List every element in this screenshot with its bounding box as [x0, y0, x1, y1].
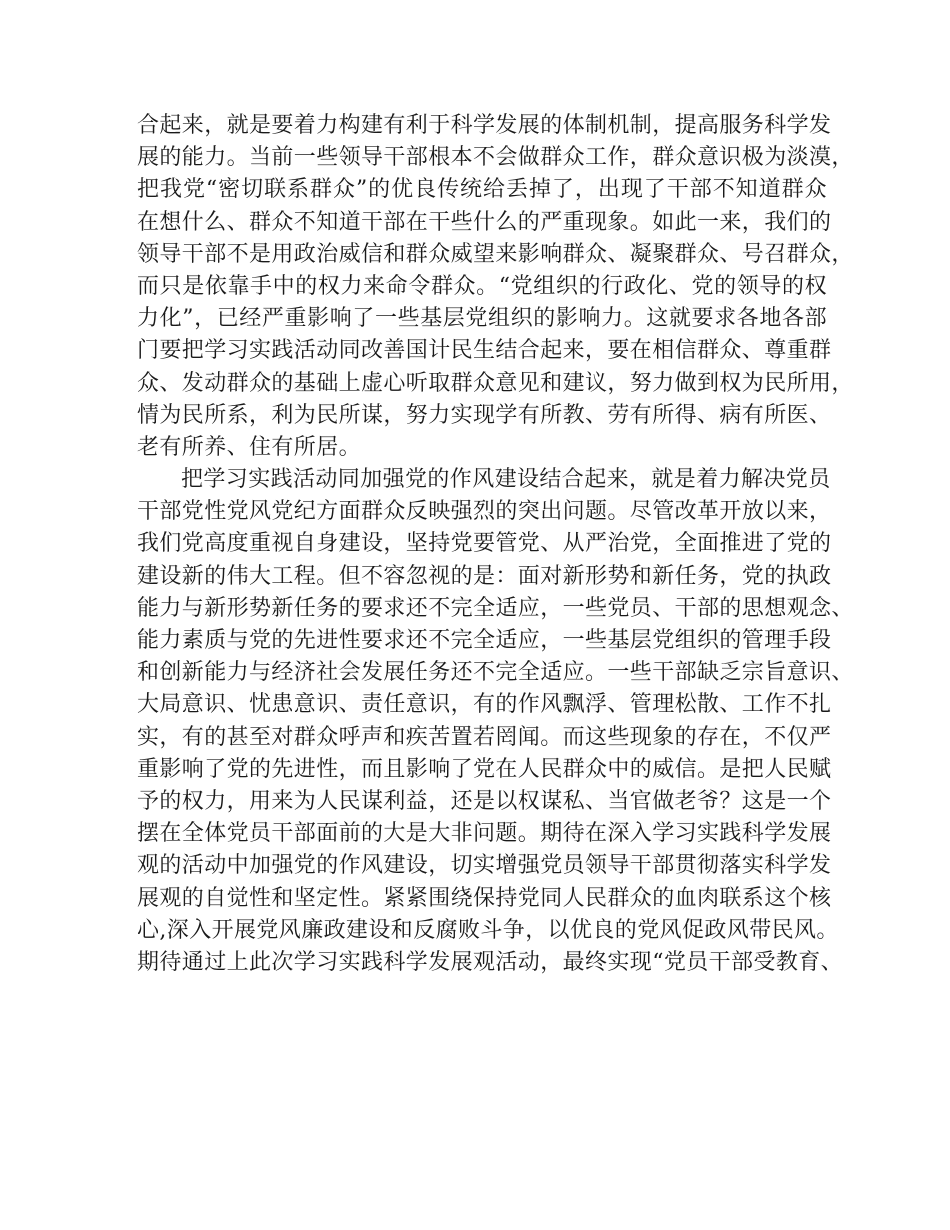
- text-line: 能力与新形势新任务的要求还不完全适应，一些党员、干部的思想观念、: [137, 595, 854, 621]
- text-line: 领导干部不是用政治威信和群众威望来影响群众、凝聚群众、号召群众，: [137, 241, 854, 267]
- text-line: 干部党性党风党纪方面群众反映强烈的突出问题。尽管改革开放以来，: [137, 499, 832, 525]
- text-line-paragraph-start: 把学习实践活动同加强党的作风建设结合起来，就是着力解决党员: [181, 467, 831, 493]
- text-line: 合起来，就是要着力构建有利于科学发展的体制机制，提高服务科学发: [137, 113, 832, 138]
- text-line: 门要把学习实践活动同改善国计民生结合起来，要在相信群众、尊重群: [137, 338, 832, 364]
- body-text: [137, 110, 854, 979]
- text-line: 建设新的伟大工程。但不容忽视的是：面对新形势和新任务，党的执政: [137, 563, 832, 589]
- text-line: 情为民所系，利为民所谋，努力实现学有所教、劳有所得、病有所医、: [137, 402, 832, 428]
- text-line: 我们党高度重视自身建设，坚持党要管党、从严治党，全面推进了党的: [137, 531, 832, 557]
- text-line: 众、发动群众的基础上虚心听取群众意见和建议，努力做到权为民所用，: [137, 370, 854, 396]
- text-line-paragraph-end: 老有所养、住有所居。: [137, 434, 362, 460]
- text-line: 予的权力，用来为人民谋利益，还是以权谋私、当官做老爷？这是一个: [137, 788, 832, 814]
- text-line: 观的活动中加强党的作风建设，切实增强党员领导干部贯彻落实科学发: [137, 853, 832, 879]
- text-line: 在想什么、群众不知道干部在干些什么的严重现象。如此一来，我们的: [137, 209, 832, 235]
- text-line: 期待通过上此次学习实践科学发展观活动，最终实现“党员干部受教育、: [137, 949, 844, 975]
- text-line: 大局意识、忧患意识、责任意识，有的作风飘浮、管理松散、工作不扎: [137, 692, 832, 718]
- text-line: 和创新能力与经济社会发展任务还不完全适应。一些干部缺乏宗旨意识、: [137, 660, 854, 686]
- text-line: 摆在全体党员干部面前的大是大非问题。期待在深入学习实践科学发展: [137, 821, 832, 847]
- text-line: 而只是依靠手中的权力来命令群众。“党组织的行政化、党的领导的权: [137, 273, 827, 299]
- text-line: 重影响了党的先进性，而且影响了党在人民群众中的威信。是把人民赋: [137, 756, 832, 782]
- text-line: 力化”，已经严重影响了一些基层党组织的影响力。这就要求各地各部: [137, 306, 827, 332]
- text-line: 展观的自觉性和坚定性。紧紧围绕保持党同人民群众的血肉联系这个核: [137, 885, 832, 911]
- text-line: 心,深入开展党风廉政建设和反腐败斗争，以优良的党风促政风带民风。: [137, 917, 839, 943]
- text-line: 展的能力。当前一些领导干部根本不会做群众工作，群众意识极为淡漠，: [137, 145, 854, 171]
- text-line: 能力素质与党的先进性要求还不完全适应，一些基层党组织的管理手段: [137, 628, 832, 653]
- text-line: 实，有的甚至对群众呼声和疾苦置若罔闻。而这些现象的存在，不仅严: [137, 724, 832, 750]
- text-line: 把我党“密切联系群众”的优良传统给丢掉了，出现了干部不知道群众: [137, 177, 827, 203]
